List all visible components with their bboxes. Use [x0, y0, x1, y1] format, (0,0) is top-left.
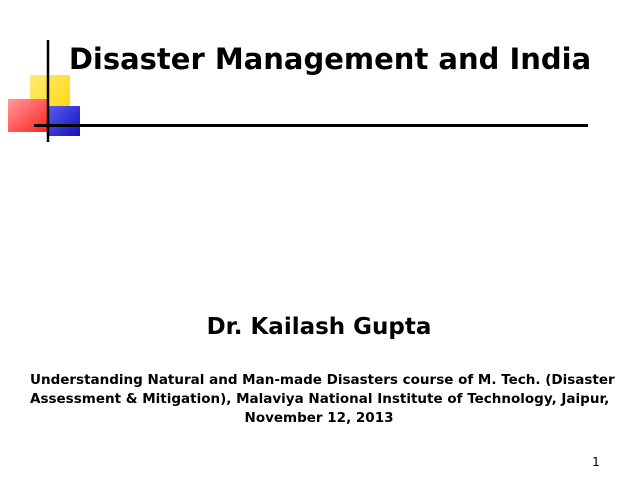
blue-square	[48, 106, 80, 136]
author-name: Dr. Kailash Gupta	[206, 314, 432, 340]
course-details	[30, 371, 615, 428]
red-square	[8, 99, 48, 132]
course-details-line-1: Understanding Natural and Man-made Disasters course of M. Tech. (Disaster	[30, 372, 615, 388]
course-details-line-2: Assessment & Mitigation), Malaviya National Institute of Technology, Jaipur,	[30, 391, 610, 407]
slide-number: 1	[592, 455, 600, 469]
title-underline	[34, 124, 588, 127]
course-details-line-3: November 12, 2013	[244, 410, 394, 426]
slide-title: Disaster Management and India	[68, 42, 592, 76]
